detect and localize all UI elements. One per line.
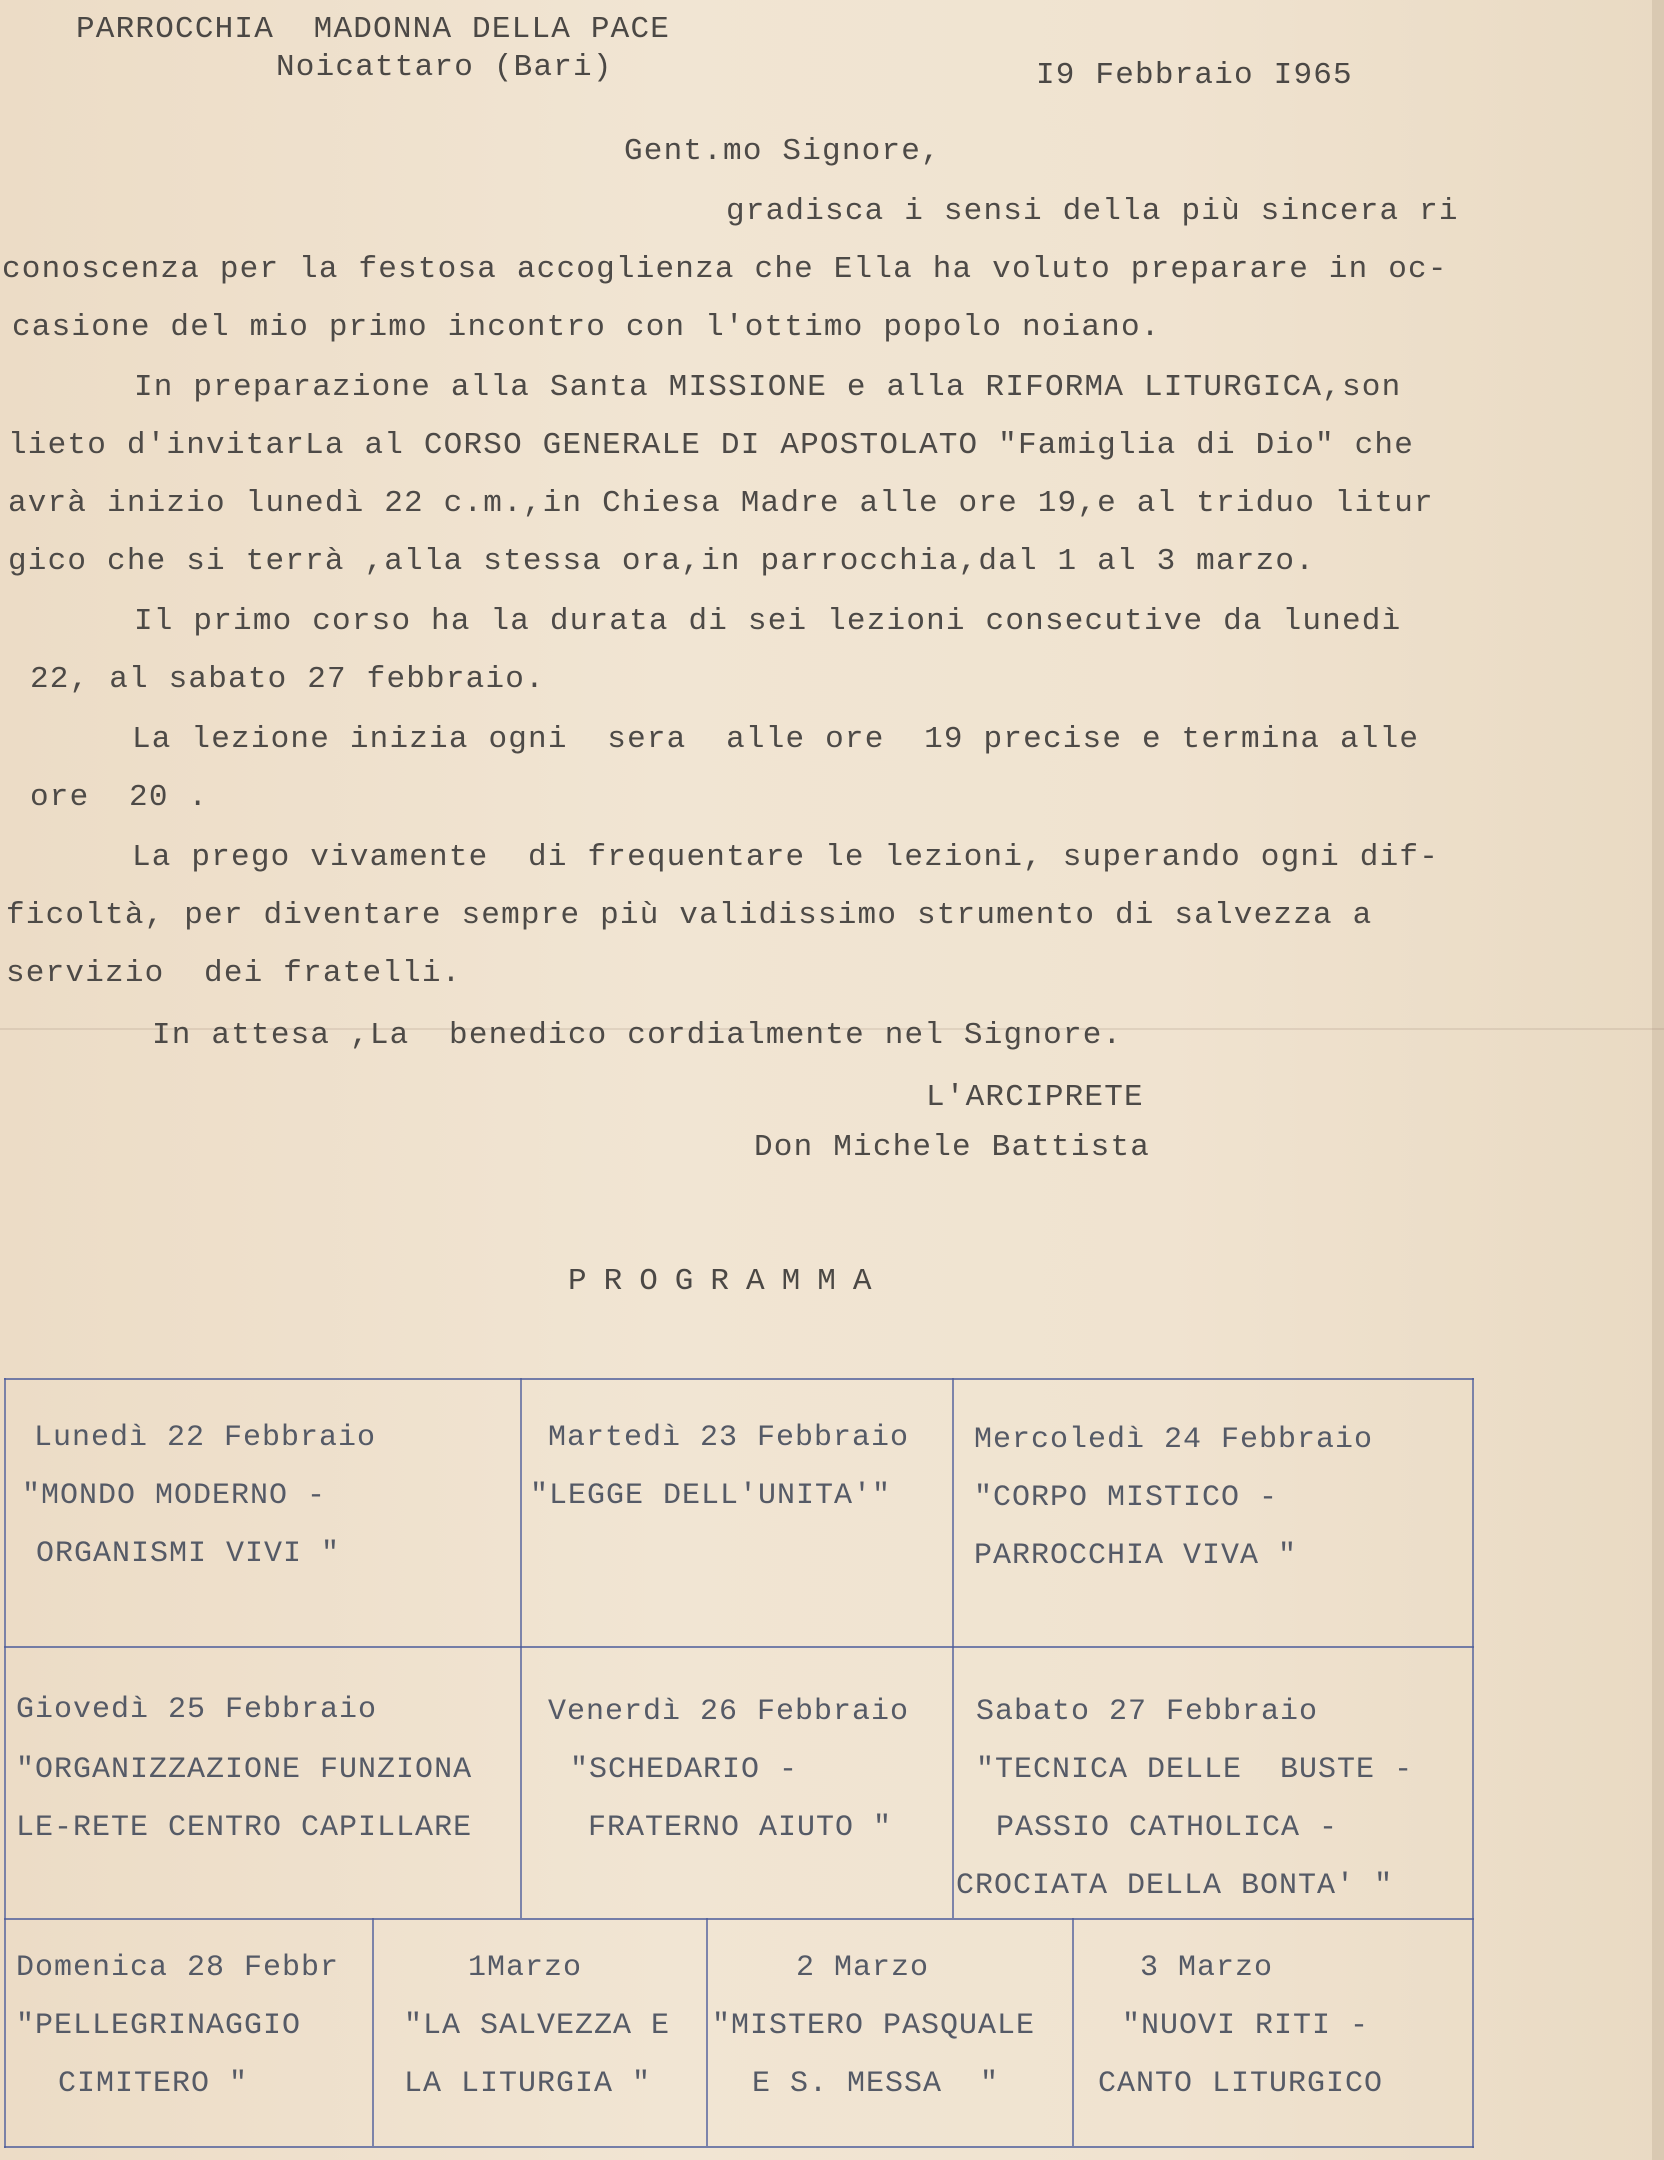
cell-topic: CANTO LITURGICO: [1098, 2067, 1384, 2101]
cell-topic: "TECNICA DELLE BUSTE -: [976, 1753, 1414, 1787]
cell-topic: "LEGGE DELL'UNITA'": [530, 1479, 892, 1513]
cell-topic: E S. MESSA ": [752, 2067, 1000, 2101]
cell-topic: PARROCCHIA VIVA ": [974, 1539, 1298, 1573]
signature-name: Don Michele Battista: [754, 1130, 1151, 1165]
letter-line: Il primo corso ha la durata di sei lezioni consecutive da lunedì: [134, 604, 1402, 639]
letter-line: gradisca i sensi della più sincera ri: [726, 194, 1459, 229]
letter-line: 22, al sabato 27 febbraio.: [30, 662, 545, 697]
cell-topic: "SCHEDARIO -: [570, 1753, 799, 1787]
cell-topic: PASSIO CATHOLICA -: [996, 1811, 1339, 1845]
cell-day: Domenica 28 Febbr: [16, 1951, 340, 1985]
cell-day: 1Marzo: [468, 1951, 583, 1985]
parish-name: PARROCCHIA MADONNA DELLA PACE: [76, 12, 671, 47]
cell-topic: ORGANISMI VIVI ": [36, 1537, 341, 1571]
letter-line: La prego vivamente di frequentare le lezioni, superando ogni dif-: [132, 840, 1439, 875]
cell-topic: CIMITERO ": [58, 2067, 249, 2101]
signature-title: L'ARCIPRETE: [926, 1080, 1144, 1115]
cell-topic: "PELLEGRINAGGIO: [16, 2009, 302, 2043]
cell-day: Sabato 27 Febbraio: [976, 1695, 1319, 1729]
cell-topic: "LA SALVEZZA E: [404, 2009, 671, 2043]
cell-topic: "ORGANIZZAZIONE FUNZIONA: [16, 1753, 473, 1787]
table-rule: [520, 1378, 522, 1918]
letter-line: La lezione inizia ogni sera alle ore 19 precise e termina alle: [132, 722, 1420, 757]
programme-title: PROGRAMMA: [568, 1264, 889, 1299]
table-rule: [952, 1378, 954, 1918]
table-rule: [4, 1378, 6, 2148]
cell-day: Venerdì 26 Febbraio: [548, 1695, 910, 1729]
letter-line: ore 20 .: [30, 780, 209, 815]
cell-topic: "MONDO MODERNO -: [22, 1479, 327, 1513]
table-rule: [1072, 1918, 1074, 2146]
letter-line: lieto d'invitarLa al CORSO GENERALE DI APOSTOLATO "Famiglia di Dio" che: [8, 428, 1415, 463]
cell-topic: "CORPO MISTICO -: [974, 1481, 1279, 1515]
cell-day: Martedì 23 Febbraio: [548, 1421, 910, 1455]
table-rule: [4, 1646, 1474, 1648]
cell-day: 2 Marzo: [796, 1951, 930, 1985]
letter-line: avrà inizio lunedì 22 c.m.,in Chiesa Madre alle ore 19,e al triduo litur: [8, 486, 1434, 521]
letter-line: ficoltà, per diventare sempre più validissimo strumento di salvezza a: [6, 898, 1373, 933]
cell-day: 3 Marzo: [1140, 1951, 1274, 1985]
letter-line: gico che si terrà ,alla stessa ora,in parrocchia,dal 1 al 3 marzo.: [8, 544, 1315, 579]
letter-line: In preparazione alla Santa MISSIONE e alla RIFORMA LITURGICA,son: [134, 370, 1402, 405]
cell-topic: LE-RETE CENTRO CAPILLARE: [16, 1811, 473, 1845]
table-rule: [4, 2146, 1474, 2148]
table-rule: [372, 1918, 374, 2146]
letter-date: I9 Febbraio I965: [1036, 58, 1353, 93]
cell-day: Mercoledì 24 Febbraio: [974, 1423, 1374, 1457]
letter-line: In attesa ,La benedico cordialmente nel Signore.: [152, 1018, 1123, 1053]
letter-line: servizio dei fratelli.: [6, 956, 462, 991]
letter-line: casione del mio primo incontro con l'ottimo popolo noiano.: [12, 310, 1161, 345]
cell-topic: LA LITURGIA ": [404, 2067, 652, 2101]
table-rule: [1472, 1378, 1474, 2148]
salutation: Gent.mo Signore,: [624, 134, 941, 169]
table-rule: [706, 1918, 708, 2146]
table-rule: [4, 1378, 1474, 1380]
letter-line: conoscenza per la festosa accoglienza che Ella ha voluto preparare in oc-: [2, 252, 1448, 287]
cell-topic: FRATERNO AIUTO ": [588, 1811, 893, 1845]
cell-day: Giovedì 25 Febbraio: [16, 1693, 378, 1727]
cell-topic: "MISTERO PASQUALE: [712, 2009, 1036, 2043]
cell-day: Lunedì 22 Febbraio: [34, 1421, 377, 1455]
cell-topic: CROCIATA DELLA BONTA' ": [956, 1869, 1394, 1903]
cell-topic: "NUOVI RITI -: [1122, 2009, 1370, 2043]
table-rule: [4, 1918, 1474, 1920]
parish-town: Noicattaro (Bari): [276, 50, 613, 85]
